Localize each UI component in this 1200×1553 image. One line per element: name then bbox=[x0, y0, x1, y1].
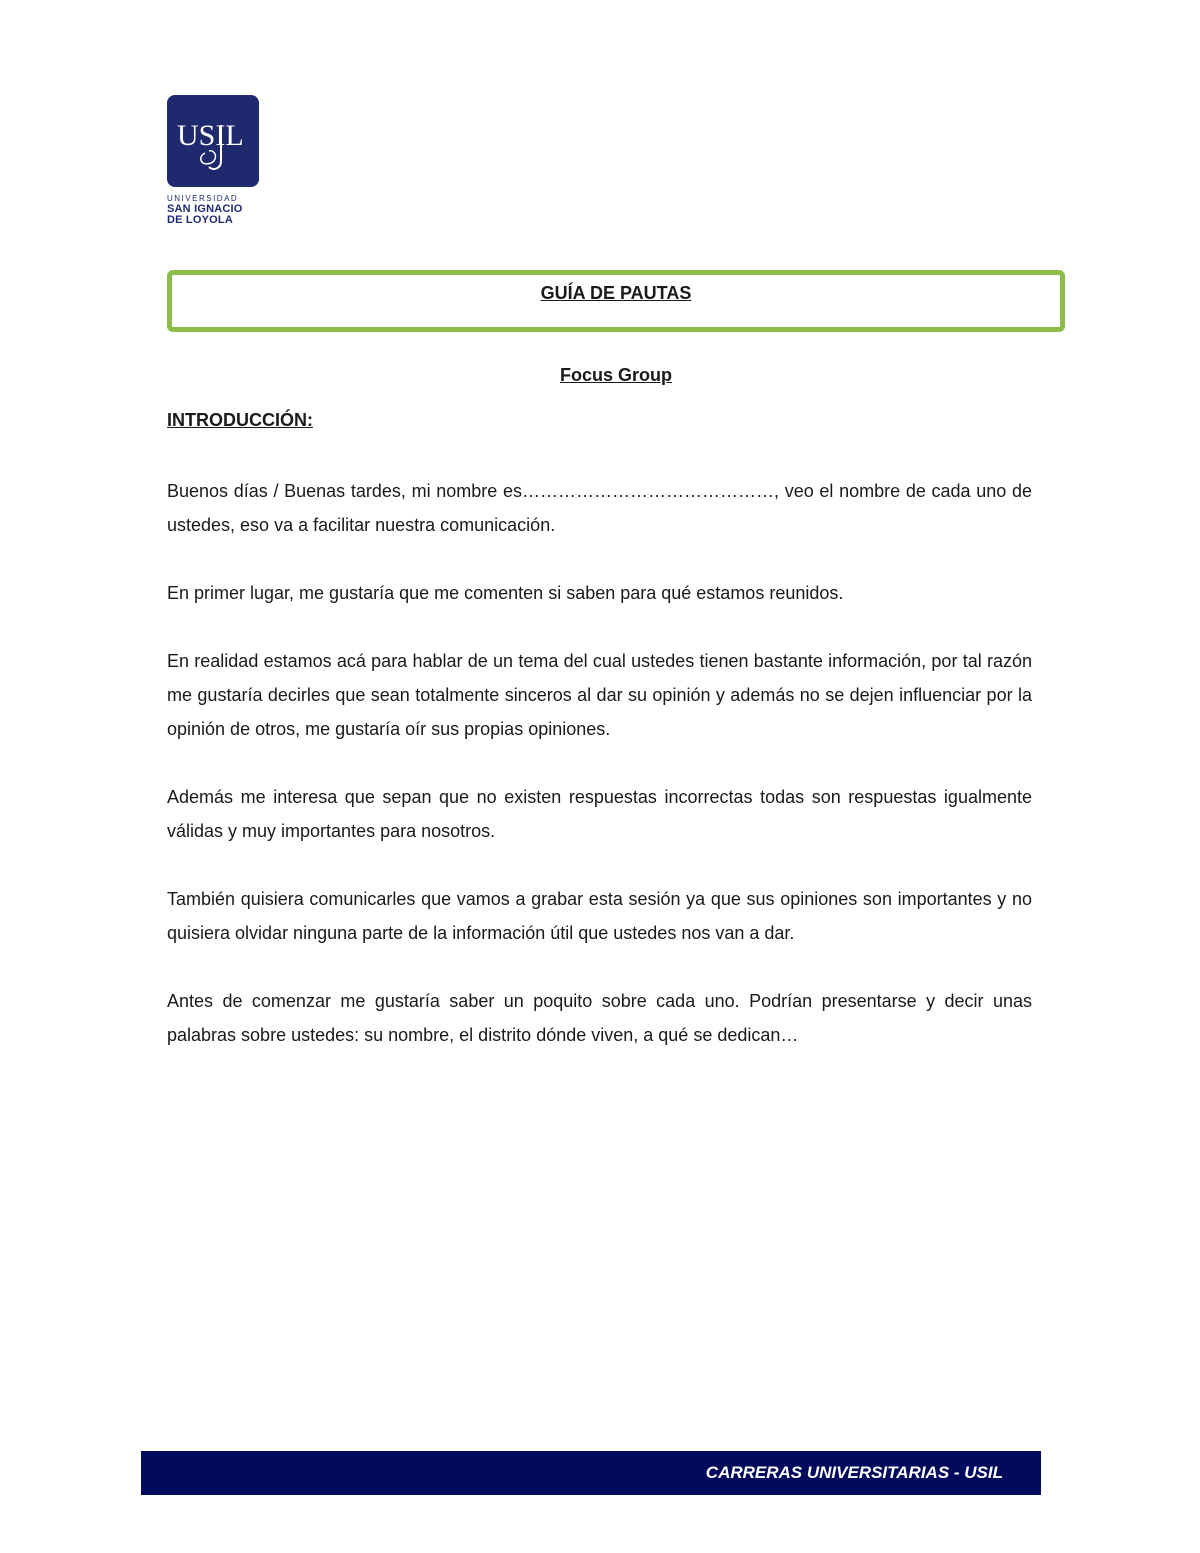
usil-monogram-icon bbox=[167, 95, 259, 187]
paragraph: En realidad estamos acá para hablar de un tema del cual ustedes tienen bastante información, por tal razón me gustaría decirles que sean totalmente sinceros al dar su opinión y además no se dejen influenciar por la opinión de otros, me gustaría oír sus propias opiniones. bbox=[167, 651, 1032, 739]
title-box bbox=[167, 270, 1065, 332]
usil-logo-mark bbox=[167, 95, 259, 187]
logo-line-1: UNIVERSIDAD bbox=[167, 194, 239, 203]
paragraph: Además me interesa que sepan que no existen respuestas incorrectas todas son respuestas igualmente válidas y muy importantes para nosotros. bbox=[167, 787, 1032, 841]
paragraph: Antes de comenzar me gustaría saber un poquito sobre cada uno. Podrían presentarse y decir unas palabras sobre ustedes: su nombre, el distrito dónde viven, a qué se dedican… bbox=[167, 991, 1032, 1045]
logo-mark-text: USIL bbox=[177, 119, 244, 152]
page-title: GUÍA DE PAUTAS bbox=[540, 283, 692, 303]
footer-bar bbox=[141, 1451, 1041, 1495]
university-logo bbox=[167, 95, 259, 235]
logo-line-2: SAN IGNACIO bbox=[167, 203, 243, 215]
paragraph: También quisiera comunicarles que vamos a grabar esta sesión ya que sus opiniones son importantes y no quisiera olvidar ninguna parte de la información útil que ustedes nos van a dar. bbox=[167, 889, 1032, 943]
logo-line-3: DE LOYOLA bbox=[167, 214, 233, 226]
logo-wordmark bbox=[167, 193, 259, 226]
page-subtitle: Focus Group bbox=[560, 365, 672, 385]
paragraph: Buenos días / Buenas tardes, mi nombre es……………………………………, veo el nombre de cada uno de ustedes, eso va a facilitar nuestra comunicación. bbox=[167, 481, 1032, 535]
section-heading: INTRODUCCIÓN: bbox=[167, 410, 313, 430]
paragraph: En primer lugar, me gustaría que me comenten si saben para qué estamos reunidos. bbox=[167, 583, 844, 603]
footer-text: CARRERAS UNIVERSITARIAS - USIL bbox=[705, 1463, 1003, 1482]
body-text bbox=[167, 474, 1032, 1086]
